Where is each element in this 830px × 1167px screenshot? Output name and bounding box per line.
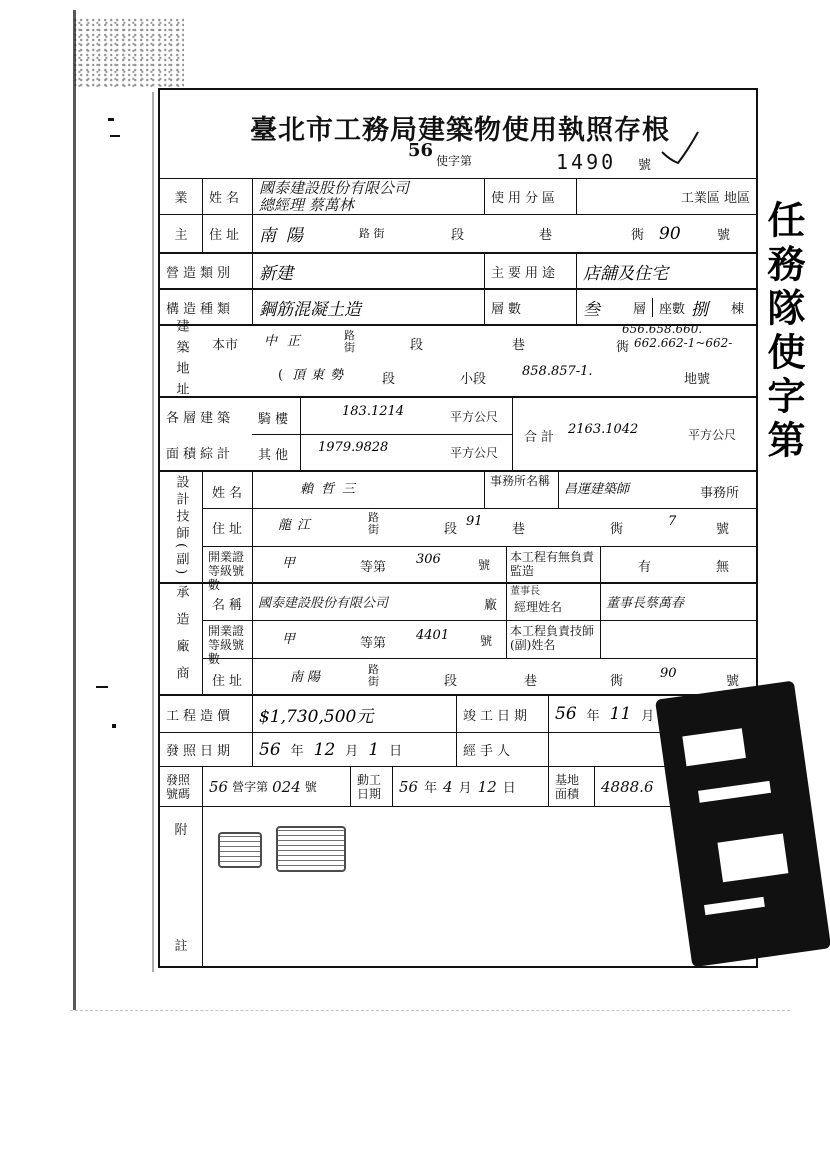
site-subsect-label: 小段 [460, 372, 487, 387]
issue-month: 12 [313, 739, 336, 760]
permit-char: 使字第 [436, 154, 473, 168]
designer-name-label: 姓名 [212, 486, 247, 501]
owner-alley-label: 衖 [631, 228, 645, 243]
cost-value: $1,730,500元 [252, 696, 456, 732]
start-year: 56 [399, 777, 419, 796]
checkmark-icon [660, 130, 700, 166]
scan-bottom-dash [70, 1010, 790, 1011]
site-numbers-bottom: 662.662-1~662- [634, 336, 733, 350]
contractor-block [160, 582, 756, 694]
designer-name-value: 賴哲三 [300, 482, 364, 497]
zone-value: 工業區 地區 [576, 179, 756, 214]
construction-permit-number: 024 [272, 777, 301, 796]
contractor-section-label: 承造廠商 [173, 585, 189, 693]
start-date [392, 767, 548, 806]
owner-number-value: 90 [659, 223, 681, 244]
issue-day: 1 [368, 739, 380, 760]
document-title: 臺北市工務局建築物使用執照存根 [250, 115, 670, 146]
notes-label-1: 附 [174, 823, 188, 838]
scan-mark [112, 724, 116, 728]
designer-address-label: 住址 [212, 522, 247, 537]
contractor-manager-label: 經理姓名 [514, 600, 563, 614]
handler-label: 經手人 [456, 733, 548, 766]
scan-edge-line [73, 10, 76, 1010]
notes-row [160, 806, 756, 966]
blocks-label: 座數 [652, 298, 685, 317]
scan-mark [108, 118, 114, 121]
contractor-number-label: 號 [726, 674, 740, 689]
contractor-lane-label: 巷 [524, 674, 538, 689]
designer-alley-label: 衖 [610, 522, 624, 537]
total-label: 合計 [524, 430, 559, 445]
owner-name-line2: 總經理 蔡萬林 [259, 195, 354, 214]
designer-office-value: 昌運建築師 [564, 482, 630, 497]
designer-address-value: 龍江 [278, 518, 317, 533]
issue-date [252, 733, 456, 766]
designer-cert-label: 開業證等級號數 [208, 550, 245, 592]
category-row [160, 252, 756, 288]
permit-number: 1490 [556, 150, 617, 174]
designer-cert-text: 等第 [360, 560, 387, 575]
construction-permit-label: 發照號碼 [166, 772, 191, 801]
site-address-row: 建築地址 本市 中正 路 街 段 巷 衖 656.658.660. 662.662-1~662- ( 頂東勢 段 小段 858.857-1. 地號 [160, 324, 756, 396]
contractor-address-label: 住址 [212, 674, 247, 689]
owner-number-label: 號 [717, 228, 731, 243]
category-value: 新建 [252, 254, 484, 288]
structure-row [160, 288, 756, 324]
blocks-unit: 棟 [731, 301, 745, 317]
area-label-1: 各層建築 [166, 410, 235, 426]
area-row [160, 396, 756, 470]
issue-year-label: 年 [290, 744, 304, 759]
site-lot-value: 858.857-1. [522, 364, 593, 379]
site-numbers-top: 656.658.660. [622, 322, 703, 336]
other-value: 1979.9828 [318, 440, 389, 455]
contractor-cert-unit: 號 [480, 634, 493, 648]
other-label: 其他 [258, 448, 293, 463]
contractor-manager-note: 董事長 [510, 586, 540, 597]
designer-number-label: 號 [716, 522, 730, 537]
owner-address-field [252, 215, 756, 252]
area-label-2: 面積綜計 [166, 446, 235, 462]
total-value: 2163.1042 [568, 422, 639, 437]
permit-prefix: 56 [408, 140, 434, 161]
contractor-manager-value: 董事長蔡萬春 [606, 596, 685, 611]
floors-unit: 層 [633, 301, 647, 317]
designer-number-value: 7 [668, 514, 677, 529]
owner-name-label: 姓名 [202, 179, 252, 214]
site-road-label: 路 街 [344, 329, 355, 354]
construction-permit-prefix: 56 [209, 777, 229, 796]
designer-supervise-value: 有 [638, 560, 652, 575]
other-unit: 平方公尺 [450, 446, 499, 460]
designer-road-label: 路 街 [368, 511, 379, 536]
category-label: 營造類別 [166, 265, 235, 281]
construction-permit-char: 營字第 [232, 780, 269, 794]
designer-cert-unit: 號 [478, 558, 491, 572]
floors-label: 層數 [484, 290, 576, 324]
permit-unit: 號 [638, 158, 652, 173]
notes-label-2: 註 [174, 939, 188, 954]
notes-label [160, 807, 202, 966]
designer-supervise-label: 本工程有無負責監造 [510, 550, 595, 578]
designer-lane-value: 91 [466, 514, 483, 529]
scan-mark [96, 686, 108, 688]
structure-value: 鋼筋混凝土造 [252, 290, 484, 324]
contractor-name-label: 名稱 [212, 598, 247, 613]
owner-name-line1: 國泰建設股份有限公司 [259, 178, 410, 197]
contractor-sect-label: 段 [444, 674, 458, 689]
construction-permit-unit: 號 [304, 780, 317, 794]
owner-row-address [160, 214, 756, 252]
start-label: 動工日期 [350, 767, 392, 806]
issue-year: 56 [259, 739, 281, 760]
complete-month: 11 [609, 704, 632, 724]
designer-office-label: 事務所名稱 [490, 474, 551, 488]
start-day: 12 [477, 777, 497, 796]
arcade-unit: 平方公尺 [450, 410, 499, 424]
designer-office-unit: 事務所 [700, 486, 740, 501]
owner-lane-label: 巷 [539, 228, 553, 243]
scan-noise [74, 18, 184, 88]
complete-month-label: 月 [641, 708, 655, 724]
owner-row-name [160, 178, 756, 214]
contractor-cert-text: 等第 [360, 636, 387, 651]
start-year-label: 年 [424, 781, 438, 796]
site-district-value: 頂東勢 [292, 368, 350, 383]
complete-year: 56 [555, 704, 577, 724]
contractor-name-value: 國泰建設股份有限公司 [258, 596, 389, 611]
contractor-engineer-label: 本工程負責技師(副)姓名 [510, 624, 595, 652]
owner-section-label: 業 [174, 191, 188, 206]
seal-stamp-small [218, 832, 262, 868]
structure-label: 構造種類 [166, 301, 235, 317]
designer-section-label: 設計技師(副) [173, 475, 189, 579]
owner-sect-label: 段 [451, 228, 465, 243]
designer-supervise-none: 無 [716, 560, 730, 575]
arcade-value: 183.1214 [342, 404, 405, 419]
owner-section-label-2: 主 [174, 228, 188, 243]
total-unit: 平方公尺 [688, 428, 737, 442]
start-month-label: 月 [458, 781, 472, 796]
scan-mark [110, 135, 120, 137]
use-value: 店舖及住宅 [576, 254, 756, 288]
blocks-value: 捌 [691, 299, 709, 320]
site-label: 建築地址 [173, 319, 189, 403]
scan-edge-shadow [152, 92, 154, 972]
contractor-alley-label: 衖 [610, 674, 624, 689]
contractor-address-value: 南陽 [290, 670, 325, 685]
start-month: 4 [443, 777, 453, 796]
owner-road-label: 路 街 [359, 227, 385, 240]
floors-value: 叁 [583, 299, 600, 320]
designer-cert-grade: 甲 [282, 556, 296, 571]
construction-permit-field [202, 767, 350, 806]
arcade-label: 騎樓 [258, 412, 293, 427]
contractor-road-label: 路 街 [368, 663, 379, 688]
permit-stub-sheet [158, 88, 758, 968]
zone-label: 使用分區 [484, 179, 576, 214]
side-margin-text: 任務隊使字第 [761, 200, 806, 464]
designer-sect-label: 段 [444, 522, 458, 537]
contractor-factory-label: 廠 [484, 598, 498, 613]
contractor-cert-label: 開業證等級號數 [208, 624, 245, 666]
seal-stamp-square [276, 826, 346, 872]
floors-blocks-field [576, 290, 756, 324]
issue-label: 發照日期 [166, 744, 235, 759]
issue-month-label: 月 [345, 744, 359, 759]
owner-address-value: 南陽 [259, 226, 313, 246]
site-sect-label: 段 [410, 338, 424, 353]
contractor-cert-grade: 甲 [282, 632, 296, 647]
site-city: 本市 [212, 338, 239, 353]
complete-label: 竣工日期 [456, 696, 548, 732]
start-day-label: 日 [502, 781, 516, 796]
site-area-value: 4888.6 [594, 767, 756, 806]
designer-cert-number: 306 [416, 552, 441, 567]
site-lot-label: 地號 [684, 372, 711, 387]
contractor-cert-number: 4401 [416, 628, 450, 643]
designer-lane-label: 巷 [512, 522, 526, 537]
contractor-number-value: 90 [660, 666, 677, 681]
use-label: 主要用途 [484, 254, 576, 288]
issue-day-label: 日 [389, 744, 403, 759]
site-lane-label: 巷 [512, 338, 526, 353]
site-alley-label: 衖 [616, 340, 630, 355]
owner-address-label: 住址 [202, 215, 252, 252]
cost-label: 工程造價 [166, 708, 235, 724]
complete-year-label: 年 [586, 708, 600, 724]
site-area-label: 基地面積 [548, 767, 594, 806]
area-label [160, 398, 252, 470]
site-road-value: 中正 [264, 334, 311, 349]
site-district-label: 段 [382, 372, 396, 387]
owner-name-field [252, 179, 484, 214]
